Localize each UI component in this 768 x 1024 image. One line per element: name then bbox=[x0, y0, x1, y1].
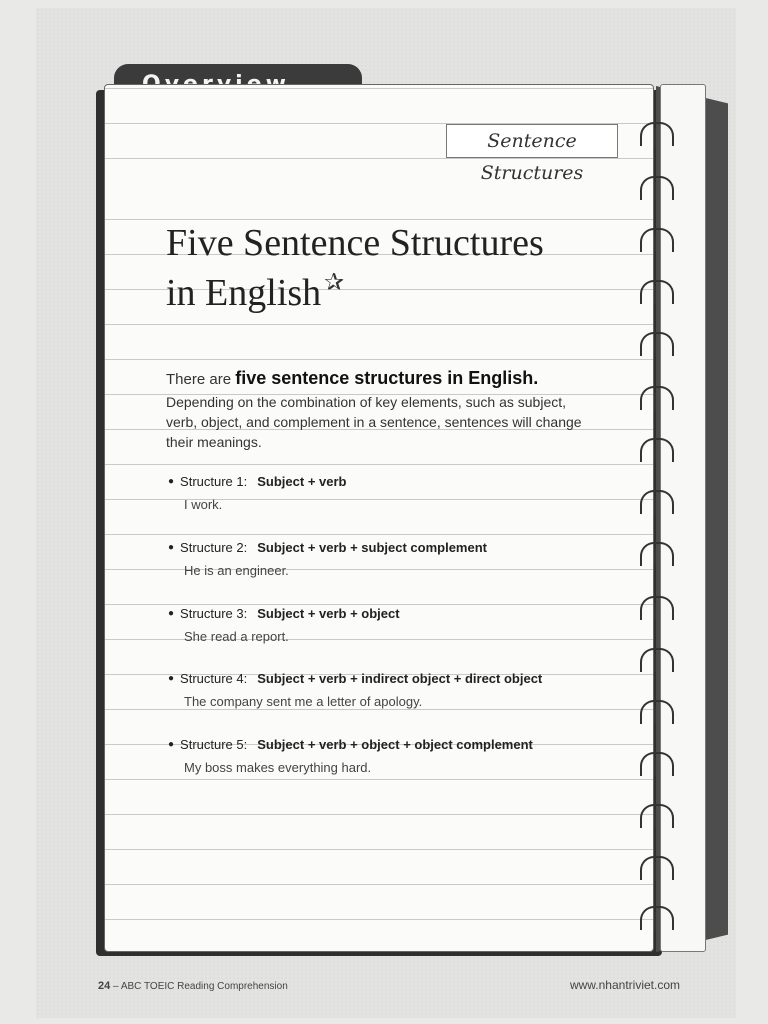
binder-ring-icon bbox=[640, 332, 674, 356]
structure-example: He is an engineer. bbox=[184, 563, 289, 578]
binder-ring-icon bbox=[640, 804, 674, 828]
binder-ring-icon bbox=[640, 700, 674, 724]
binder-ring-icon bbox=[640, 906, 674, 930]
page-title bbox=[166, 218, 626, 318]
structure-example: The company sent me a letter of apology. bbox=[184, 694, 423, 709]
section-label: Sentence Structures bbox=[446, 124, 618, 158]
website-url: www.nhantriviet.com bbox=[569, 978, 680, 992]
structure-formula: Subject + verb + indirect object + direct object bbox=[257, 671, 543, 686]
bullet-icon: ● bbox=[168, 739, 175, 750]
title-line-2: in English bbox=[166, 272, 322, 314]
page-footer bbox=[98, 980, 288, 992]
structure-item bbox=[168, 606, 608, 644]
binder-ring-icon bbox=[640, 122, 674, 146]
binder-ring-icon bbox=[640, 542, 674, 566]
star-doodle-icon: ✰ bbox=[324, 268, 345, 296]
structure-label: Structure 2: bbox=[180, 540, 248, 555]
book-title: ABC TOEIC Reading Comprehension bbox=[120, 981, 288, 992]
structure-item bbox=[168, 737, 608, 775]
binder-ring-icon bbox=[640, 490, 674, 514]
binder-ring-icon bbox=[640, 228, 674, 252]
structure-example: I work. bbox=[184, 497, 223, 512]
binder-ring-icon bbox=[640, 752, 674, 776]
notebook-paper bbox=[104, 84, 654, 952]
bullet-icon: ● bbox=[168, 673, 175, 684]
binder-ring-icon bbox=[640, 438, 674, 462]
page-number: 24 bbox=[98, 980, 111, 992]
structure-item bbox=[168, 671, 608, 709]
intro-body: Depending on the combination of key elements, such as subject, verb, object, and complement in a sentence, sentences will change their meanings. bbox=[166, 394, 582, 450]
intro-period: . bbox=[533, 368, 539, 388]
binder-ring-icon bbox=[640, 176, 674, 200]
structure-formula: Subject + verb bbox=[257, 474, 347, 489]
title-line-1: Five Sentence Structures bbox=[166, 222, 544, 264]
structure-formula: Subject + verb + object bbox=[257, 606, 400, 621]
binder-ring-icon bbox=[640, 648, 674, 672]
intro-paragraph bbox=[166, 368, 586, 452]
structure-label: Structure 4: bbox=[180, 671, 248, 686]
bullet-icon: ● bbox=[168, 608, 175, 619]
structure-label: Structure 1: bbox=[180, 474, 248, 489]
structure-example: My boss makes everything hard. bbox=[184, 760, 372, 775]
binder-ring-icon bbox=[640, 280, 674, 304]
binder-ring-icon bbox=[640, 386, 674, 410]
structure-example: She read a report. bbox=[184, 629, 289, 644]
binder-ring-icon bbox=[640, 856, 674, 880]
structure-label: Structure 5: bbox=[180, 737, 248, 752]
structure-formula: Subject + verb + object + object complement bbox=[257, 737, 533, 752]
structure-item bbox=[168, 474, 608, 512]
structure-item bbox=[168, 540, 608, 578]
intro-bold: five sentence structures in English bbox=[235, 368, 534, 388]
bullet-icon: ● bbox=[168, 542, 175, 553]
footer-dash: – bbox=[110, 981, 121, 992]
binder-ring-icon bbox=[640, 596, 674, 620]
structure-label: Structure 3: bbox=[180, 606, 248, 621]
structure-formula: Subject + verb + subject complement bbox=[257, 540, 487, 555]
intro-lead: There are bbox=[166, 371, 236, 388]
bullet-icon: ● bbox=[168, 476, 175, 487]
